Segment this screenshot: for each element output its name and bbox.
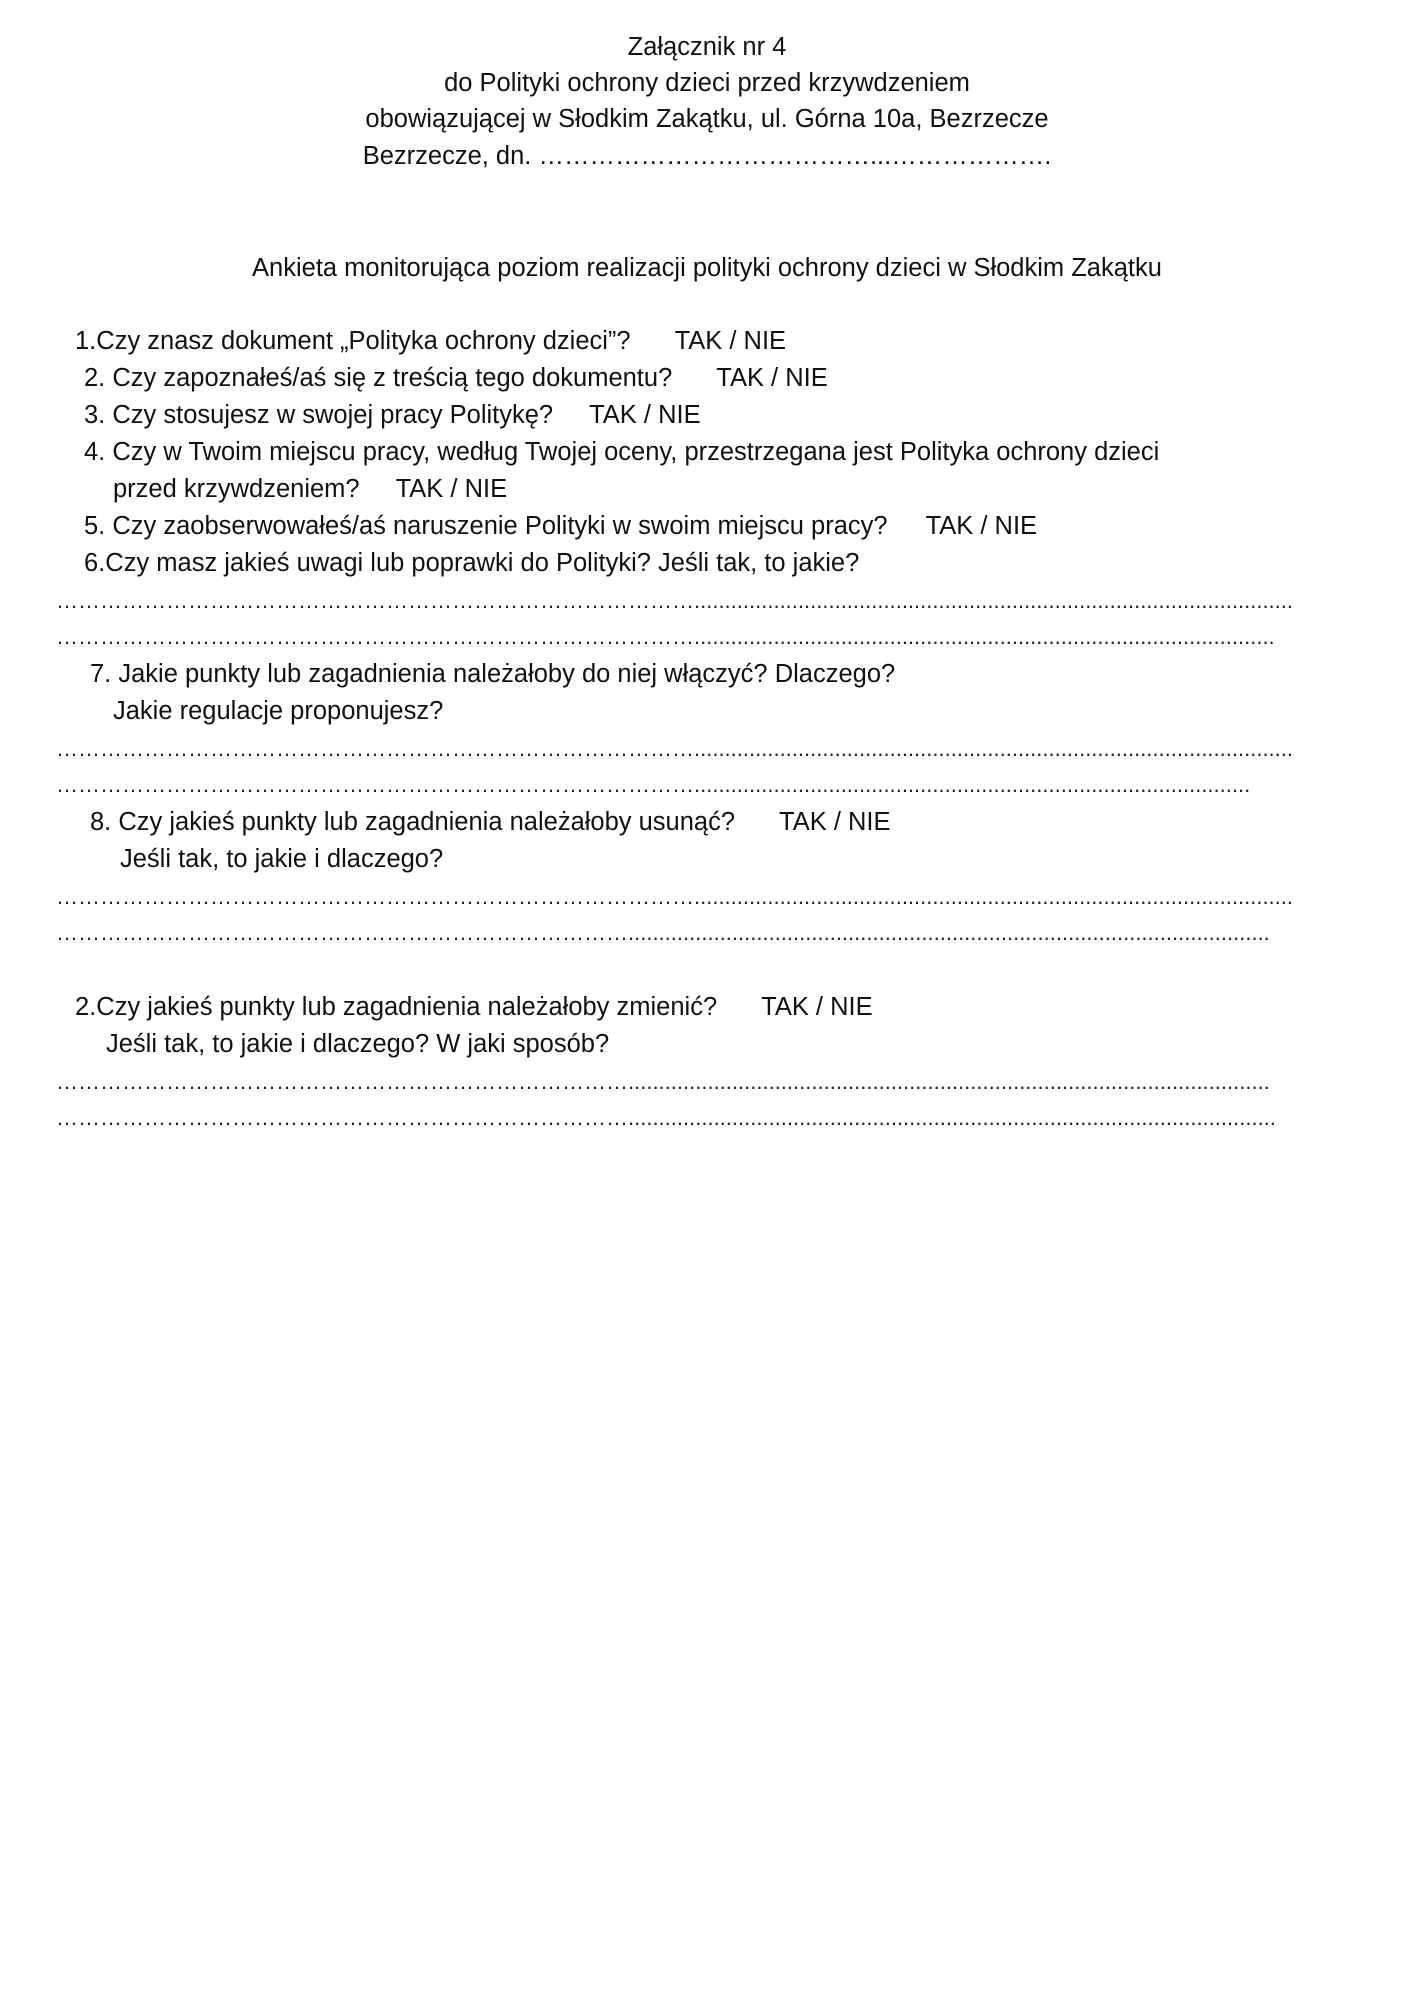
answer-line[interactable]: ……………………………………………………………………………............................................................................................... [56,624,1275,649]
answer-options: TAK / NIE [589,401,701,429]
date-line: Bezrzecze, dn. …………………………………...………………. [362,142,1052,170]
question-8 [90,804,891,840]
question-text: Czy jakieś punkty lub zagadnienia należałoby zmienić? [96,993,718,1021]
answer-options: TAK / NIE [779,808,891,836]
question-7 [90,656,895,692]
annex-subtitle: do Polityki ochrony dzieci przed krzywdzeniem [444,69,970,97]
answer-line[interactable]: ……………………………………………………………………......................................................................................................... [56,920,1270,945]
question-number: 7. [90,660,112,688]
answer-options: TAK / NIE [674,327,787,355]
question-number: 2. [84,364,106,392]
question-text: Czy jakieś punkty lub zagadnienia należałoby usunąć? [118,808,736,836]
question-8-continued: Jeśli tak, to jakie i dlaczego? [120,845,444,873]
question-text: przed krzywdzeniem? [113,475,360,503]
question-number: 2. [75,993,97,1021]
survey-title: Ankieta monitorująca poziom realizacji polityki ochrony dzieci w Słodkim Zakątku [252,254,1162,282]
question-text: Czy zapoznałeś/aś się z treścią tego dokumentu? [112,364,673,392]
question-text: Czy w Twoim miejscu pracy, według Twojej oceny, przestrzegana jest Polityka ochrony dzieci [112,438,1160,466]
question-text: Jakie punkty lub zagadnienia należałoby do niej włączyć? Dlaczego? [118,660,896,688]
answer-line[interactable]: ……………………………………………………………………......................................................................................................... [56,1069,1270,1094]
answer-options: TAK / NIE [761,993,873,1021]
answer-line[interactable]: ……………………………………………………………………………........................................................................................... [56,772,1251,797]
question-number: 1. [75,327,97,355]
question-9-continued: Jeśli tak, to jakie i dlaczego? W jaki sposób? [106,1030,610,1058]
question-text: Czy masz jakieś uwagi lub poprawki do Polityki? Jeśli tak, to jakie? [105,549,860,577]
question-4 [84,434,1159,470]
answer-line[interactable]: …………………………………………………………………………….................................................................................................. [56,884,1294,909]
question-text: Czy znasz dokument „Polityka ochrony dzieci”? [96,327,631,355]
answer-line[interactable]: …………………………………………………………………….......................................................................................................... [56,1105,1276,1130]
answer-options: TAK / NIE [925,512,1038,540]
question-number: 4. [84,438,106,466]
question-3 [84,397,701,433]
answer-options: TAK / NIE [716,364,828,392]
answer-line[interactable]: …………………………………………………………………………….................................................................................................. [56,588,1294,613]
question-text: Czy stosujesz w swojej pracy Politykę? [112,401,554,429]
question-number: 6. [84,549,106,577]
annex-address: obowiązującej w Słodkim Zakątku, ul. Górna 10a, Bezrzecze [365,105,1049,133]
question-4-continued [113,471,507,507]
question-number: 8. [90,808,112,836]
question-7-continued: Jakie regulacje proponujesz? [113,697,444,725]
question-9 [75,989,873,1025]
question-6 [84,545,859,581]
question-text: Czy zaobserwowałeś/aś naruszenie Polityki w swoim miejscu pracy? [112,512,888,540]
question-1 [75,323,786,359]
question-number: 5. [84,512,106,540]
question-5 [84,508,1037,544]
question-2 [84,360,828,396]
annex-number: Załącznik nr 4 [627,33,787,61]
answer-options: TAK / NIE [395,475,508,503]
question-number: 3. [84,401,106,429]
answer-line[interactable]: …………………………………………………………………………….................................................................................................. [56,736,1294,761]
